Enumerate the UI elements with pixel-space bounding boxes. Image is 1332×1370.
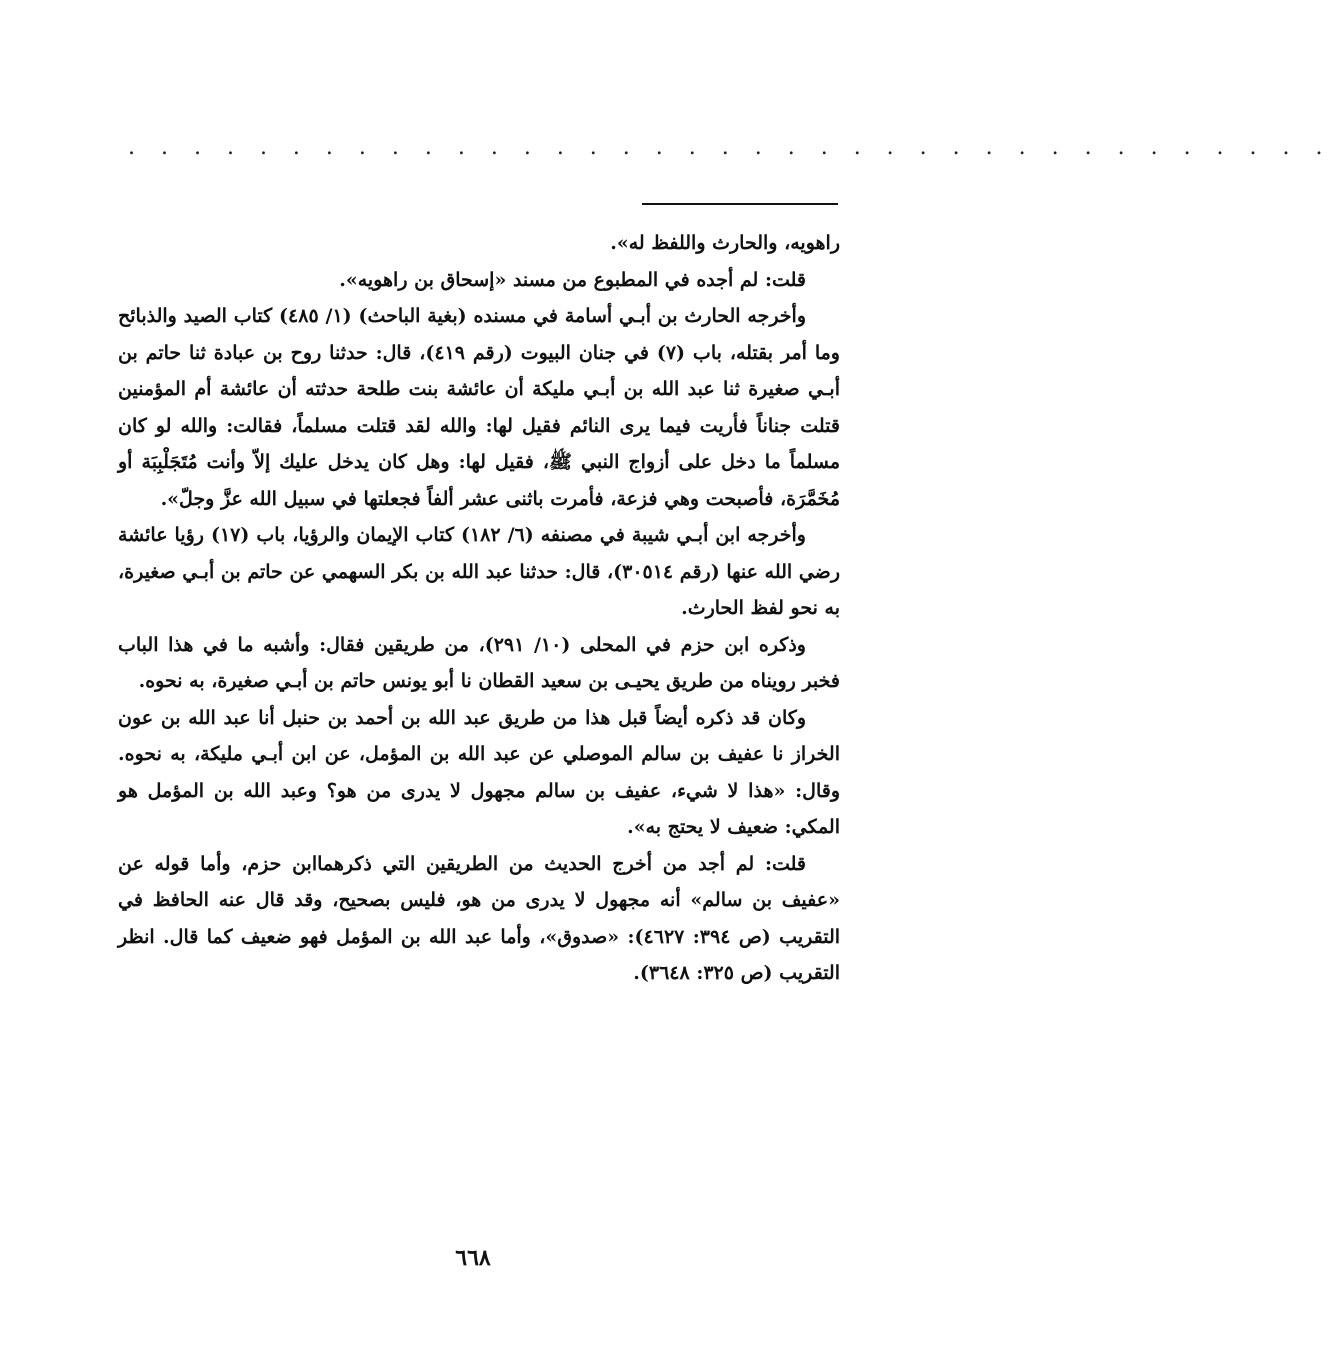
footnote-rule — [642, 203, 838, 205]
paragraph: قلت: لم أجده في المطبوع من مسند «إسحاق بن راهويه». — [339, 268, 806, 291]
paragraph: وكان قد ذكره أيضاً قبل هذا من طريق عبد الله بن أحمد بن حنبل أنا عبد الله بن عون الخراز نا عفيف بن سالم الموصلي عن عبد الله بن المؤمل، عن ابن أبـي مليكة، به نحوه. وقال: «هذا لا شيء، عفيف بن سالم مجهول لا يدرى من هو؟ وعبد الله بن المؤمل هو المكي: ضعيف لا يحتج به». — [118, 706, 840, 838]
separator-dots: . . . . . . . . . . . . . . . . . . . . . . . . . . . . . . . . . . . . . — [128, 135, 1332, 160]
paragraph: وأخرجه ابن أبـي شيبة في مصنفه (٦/ ١٨٢) كتاب الإيمان والرؤيا، باب (١٧) رؤيا عائشة رضي الله عنها (رقم ٣٠٥١٤)، قال: حدثنا عبد الله بن بكر السهمي عن حاتم بن أبـي صغيرة، به نحو لفظ الحارث. — [118, 524, 840, 619]
paragraph: وذكره ابن حزم في المحلى (١٠/ ٢٩١)، من طريقين فقال: وأشبه ما في هذا الباب فخبر رويناه من طريق يحيـى بن سعيد القطان نا أبو يونس حاتم بن أبـي صغيرة، به نحوه. — [118, 633, 840, 692]
page-number: ٦٦٨ — [455, 1245, 491, 1271]
paragraph: قلت: لم أجد من أخرج الحديث من الطريقين التي ذكرهماابن حزم، وأما قوله عن «عفيف بن سالم» أنه مجهول لا يدرى من هو، فليس بصحيح، وقد قال عنه الحافظ في التقريب (ص ٣٩٤: ٤٦٢٧): «صدوق»، وأما عبد الله بن المؤمل فهو ضعيف كما قال. انظر التقريب (ص ٣٢٥: ٣٦٤٨). — [118, 852, 841, 984]
paragraph-continuation: راهويه، والحارث واللفظ له». — [610, 232, 840, 254]
paragraph: وأخرجه الحارث بن أبـي أسامة في مسنده (بغية الباحث) (١/ ٤٨٥) كتاب الصيد والذبائح وما أمر بقتله، باب (٧) في جنان البيوت (رقم ٤١٩)، قال: حدثنا روح بن عبادة ثنا حاتم بن أبـي صغيرة ثنا عبد الله بن أبـي مليكة أن عائشة بنت طلحة حدثته أن عائشة أم المؤمنين قتلت جناناً فأريت فيما يرى النائم فقيل لها: والله لقد قتلت مسلماً، فقالت: والله لو كان مسلماً ما دخل على أزواج النبي ﷺ، فقيل لها: وهل كان يدخل عليك إلاّ وأنت مُتَجَلْبِبَة أو مُخَمَّرَة، فأصبحت وهي فزعة، فأمرت باثنى عشر ألفاً فجعلتها في سبيل الله عزَّ وجلّ». — [118, 305, 840, 510]
page-body — [118, 225, 840, 992]
